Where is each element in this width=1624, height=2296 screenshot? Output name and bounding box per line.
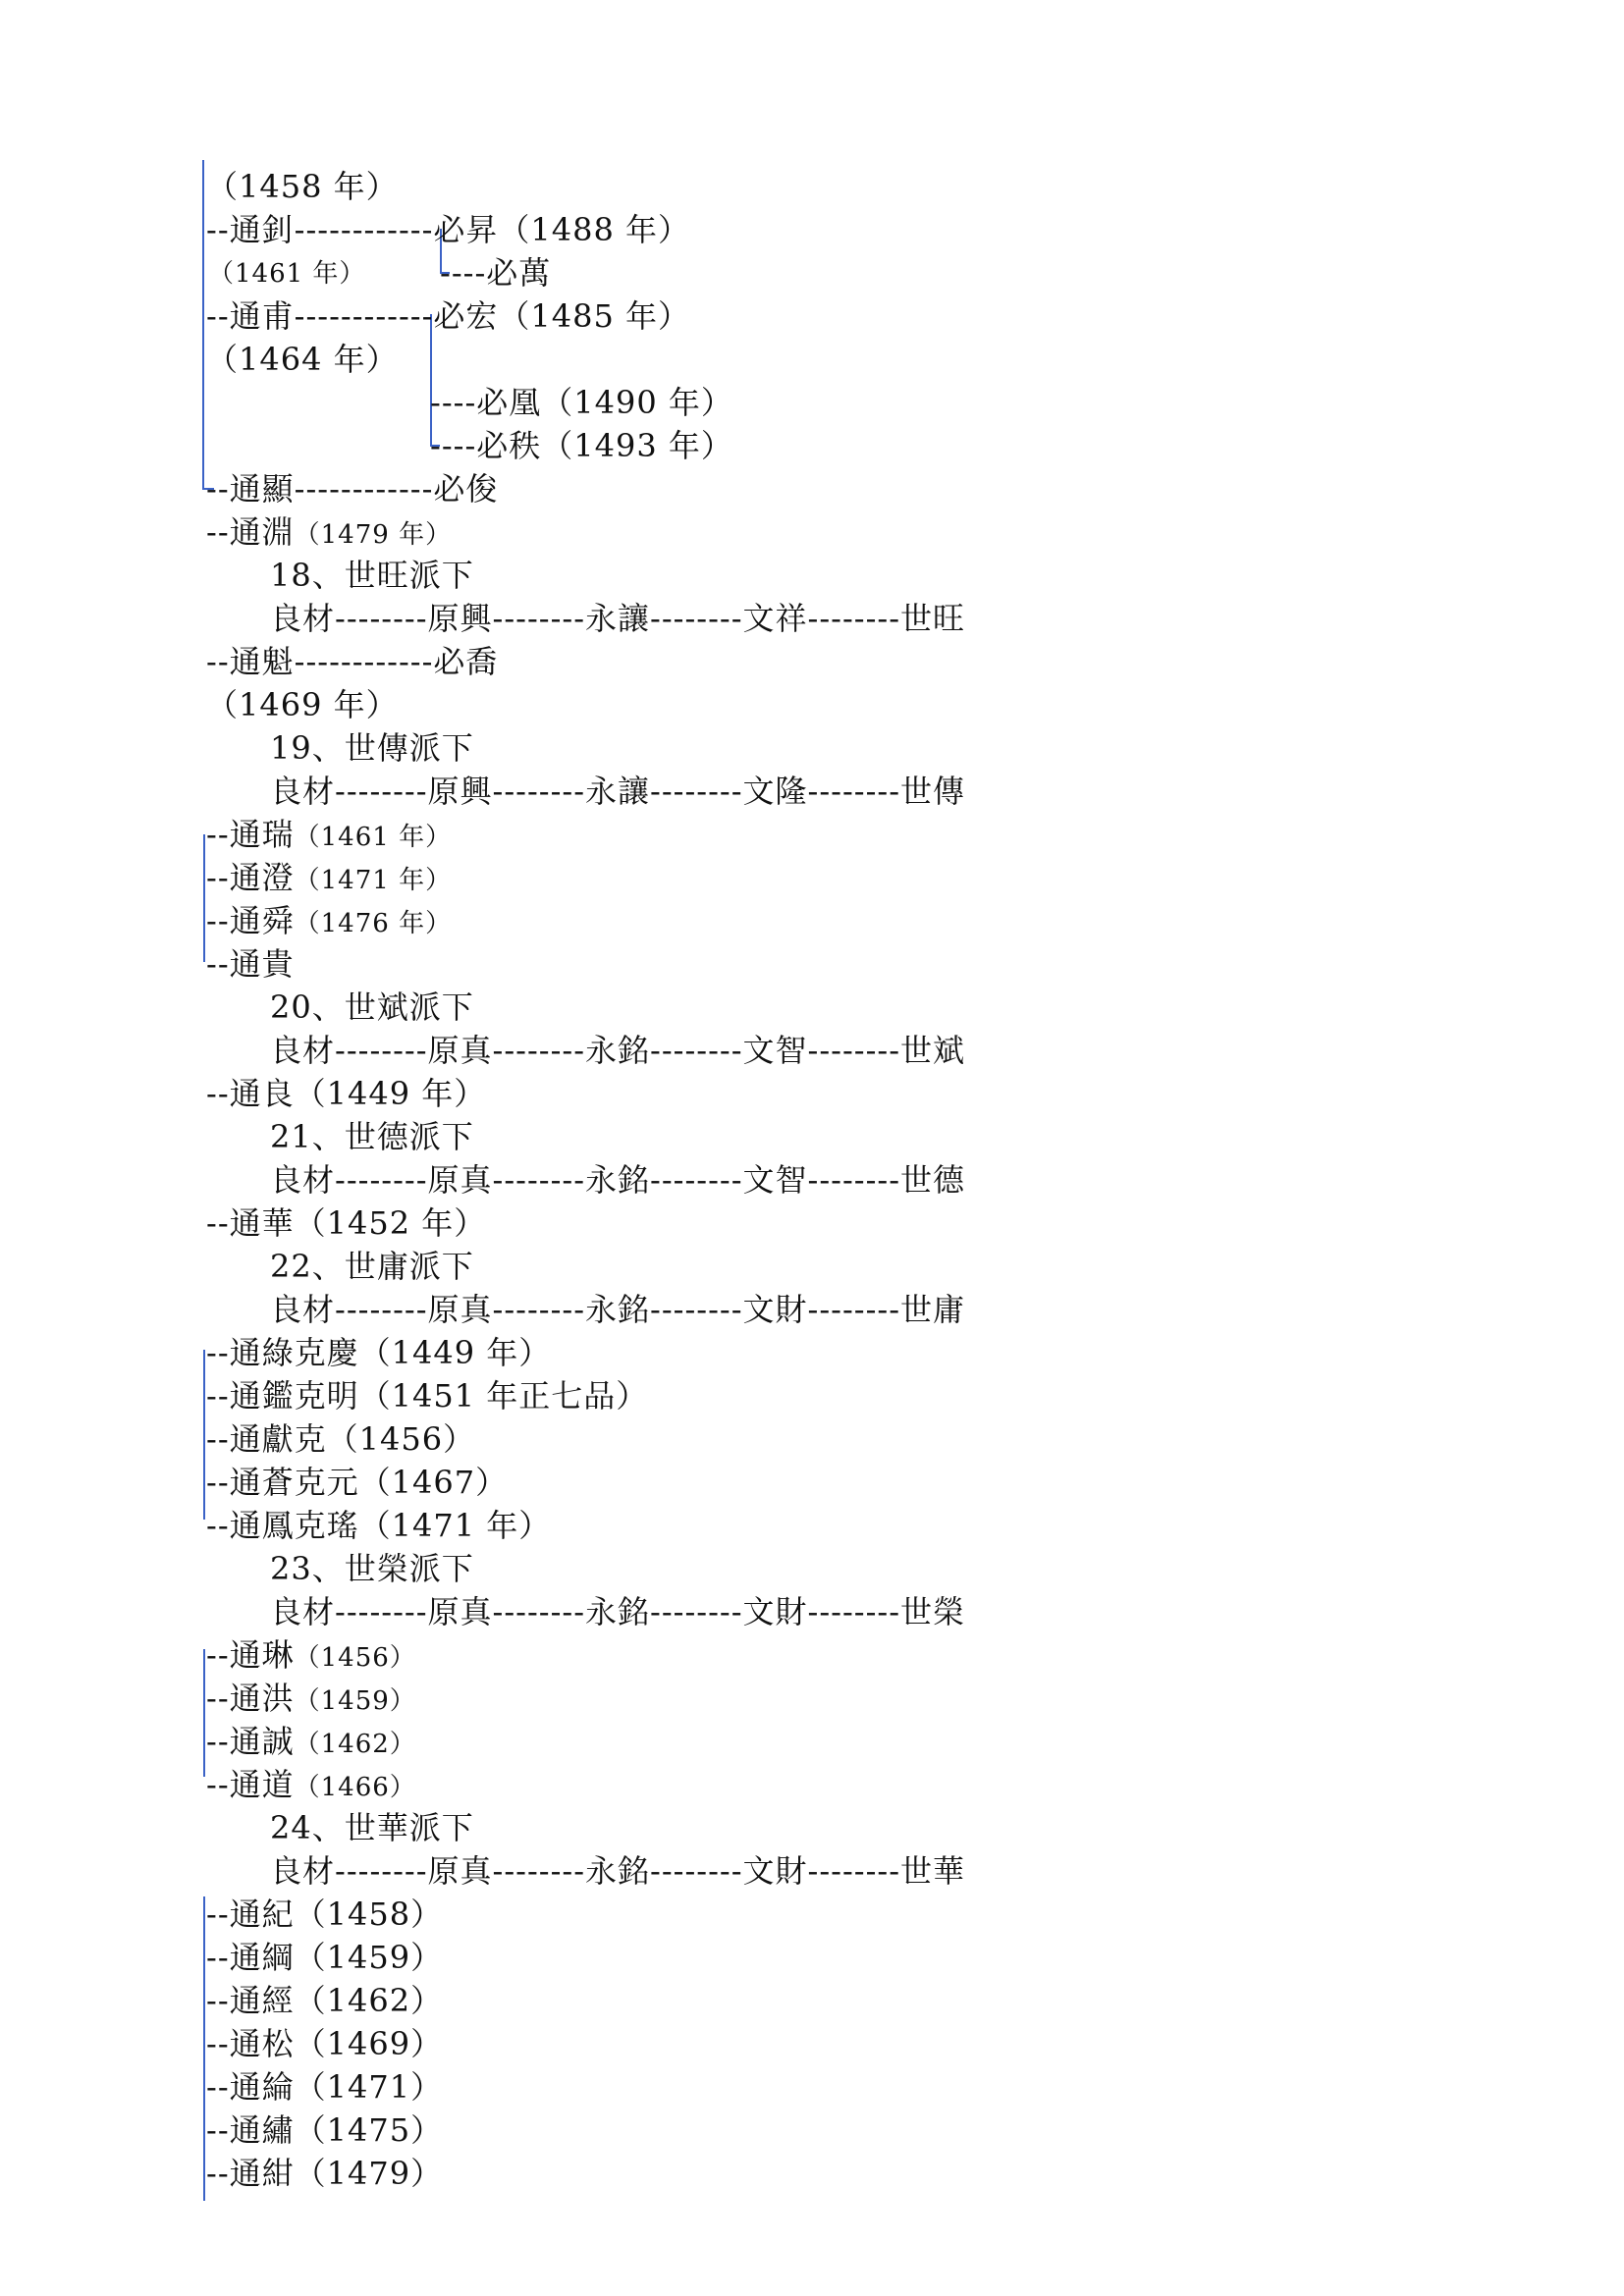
text-line [206,1765,416,1807]
text-line: --通顯------------必俊 [206,470,499,507]
lineage-line: 良材--------原真--------永銘--------文智--------世德 [270,1161,966,1199]
text-line: --通獻克（1456） [206,1420,476,1458]
text-main: --通澄 [206,859,295,896]
text-line: --通綠克慶（1449 年） [206,1334,552,1371]
text-line: --通綸（1471） [206,2068,444,2106]
text-line: --通蒼克元（1467） [206,1464,509,1501]
text-note: （1461 年） [294,823,453,852]
text-line: --通鳳克瑤（1471 年） [206,1507,552,1544]
text-main: --通洪 [206,1680,295,1717]
lineage-line: 良材--------原真--------永銘--------文財--------世華 [270,1852,966,1890]
text-main: --通道 [206,1766,295,1803]
section-heading: 19、世傳派下 [270,729,474,767]
text-line: （1458 年） [206,168,399,205]
text-line: ----必秩（1493 年） [430,427,733,464]
text-line [206,1635,416,1678]
section-heading: 23、世榮派下 [270,1550,474,1587]
text-note: （1462） [294,1730,416,1759]
text-line [206,1679,416,1721]
bracket-24 [203,1896,205,2201]
text-main: --通誠 [206,1723,295,1760]
text-line: ----必萬 [440,254,552,292]
text-line: --通釗------------必昇（1488 年） [206,211,690,248]
text-line: （1464 年） [206,341,399,378]
lineage-line: 良材--------原真--------永銘--------文智--------世斌 [270,1032,966,1069]
lineage-line: 良材--------原興--------永讓--------文祥--------世旺 [270,600,966,637]
text-line [206,815,452,857]
text-line: （1461 年） [208,259,366,289]
text-note: （1479 年） [294,520,453,550]
text-note: （1456） [294,1643,416,1673]
text-line: --通魁------------必喬 [206,643,499,680]
text-line: --通良（1449 年） [206,1075,487,1112]
section-heading: 20、世斌派下 [270,988,474,1026]
text-line: --通紀（1458） [206,1896,444,1933]
text-note: （1471 年） [294,866,453,895]
text-line: --通松（1469） [206,2025,444,2062]
text-line [206,1722,416,1764]
text-note: （1466） [294,1773,416,1802]
section-heading: 21、世德派下 [270,1118,474,1155]
text-main: --通舜 [206,902,295,939]
text-main: --通琳 [206,1636,295,1674]
text-line [206,901,452,943]
text-line: --通華（1452 年） [206,1204,487,1242]
lineage-line: 良材--------原興--------永讓--------文隆--------世傳 [270,773,966,810]
text-note: （1459） [294,1686,416,1716]
section-heading: 24、世華派下 [270,1809,474,1846]
bracket-19 [203,834,205,962]
text-main: --通瑞 [206,816,295,853]
text-line: --通貴 [206,945,295,983]
text-line: --通甫------------必宏（1485 年） [206,297,690,335]
text-main: --通淵 [206,513,295,551]
section-heading: 18、世旺派下 [270,557,474,594]
text-line: --通繡（1475） [206,2111,444,2149]
text-line [206,858,452,900]
bracket-main-1 [202,160,204,489]
lineage-line: 良材--------原真--------永銘--------文財--------世庸 [270,1291,966,1328]
lineage-line: 良材--------原真--------永銘--------文財--------世榮 [270,1593,966,1630]
bracket-23 [203,1649,205,1777]
text-line: --通經（1462） [206,1982,444,2019]
text-line: --通紺（1479） [206,2155,444,2192]
bracket-22 [203,1350,205,1520]
text-note: （1476 年） [294,909,453,938]
text-line: --通綱（1459） [206,1939,444,1976]
text-line: ----必凰（1490 年） [430,384,733,421]
section-heading: 22、世庸派下 [270,1248,474,1285]
text-line [206,512,452,555]
text-line: （1469 年） [206,686,399,723]
text-line: --通鑑克明（1451 年正七品） [206,1377,649,1415]
